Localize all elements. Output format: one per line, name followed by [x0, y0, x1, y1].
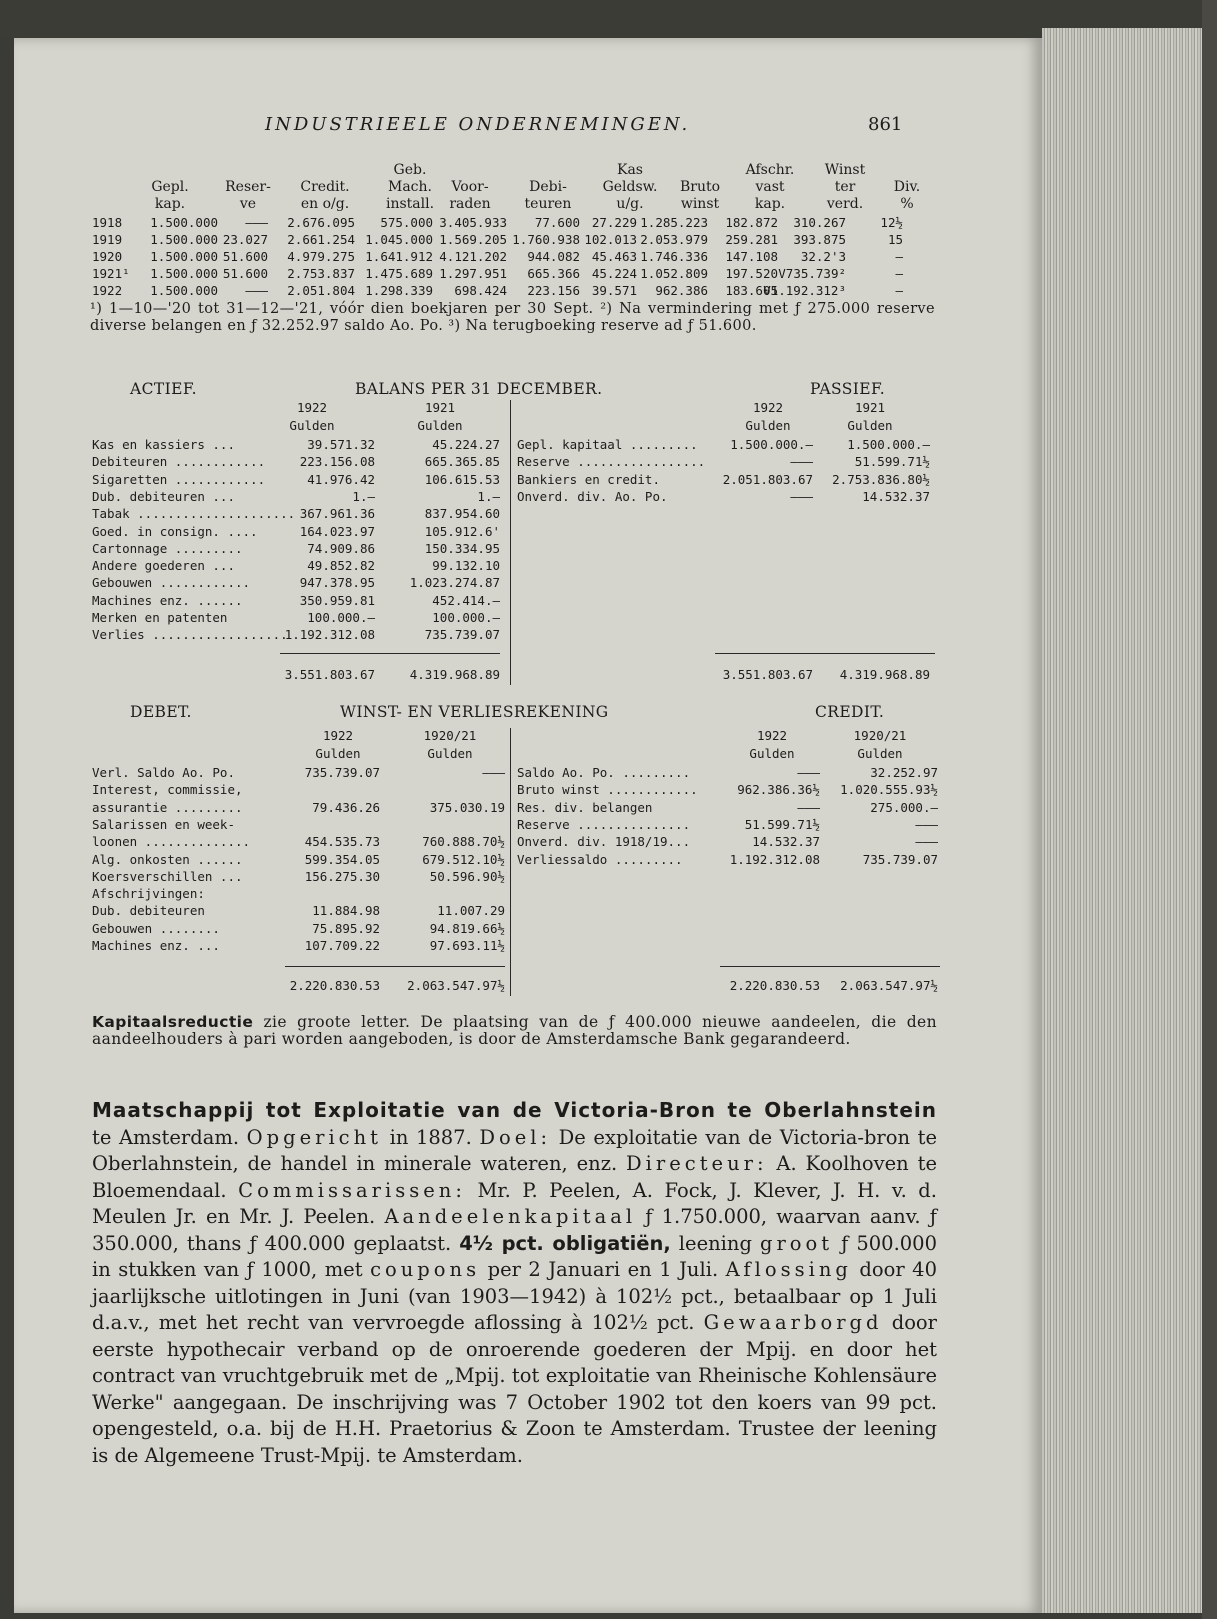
debet-label: Koersverschillen ... — [92, 868, 243, 884]
table-cell: V1.192.312³ — [763, 283, 846, 298]
table-cell: 15 — [887, 232, 903, 247]
table-cell: 182.872 — [725, 215, 778, 230]
text: door 40 jaarlijksche uitlotingen in Juni (van 1903—1942) à 102½ pct., betaalbaar op 1 Juli d.a.v., met het recht van vervroegde aflossing à 102½ pct. — [92, 1258, 937, 1334]
column-header: ve — [239, 196, 257, 212]
passief-1921: 1.500.000.— — [847, 437, 930, 452]
actief-1922: 100.000.— — [307, 610, 375, 625]
actief-1921: 1.— — [477, 488, 500, 504]
table-cell: 1.500.000 — [150, 249, 218, 264]
actief-1922: 39.571.32 — [307, 437, 375, 452]
column-header: raden — [449, 196, 491, 212]
text: Mr. P. Peelen, A. Fock, J. Klever, J. H. v. d. Meulen Jr. en Mr. J. Peelen. — [92, 1178, 937, 1228]
credit-1922: 14.532.37 — [752, 834, 820, 850]
table-cell: 102.013 — [584, 232, 637, 247]
table-cell: 183.605 — [725, 283, 778, 298]
year-header: 1922 — [752, 400, 784, 415]
table-cell: 23.027 — [222, 232, 268, 247]
debet-1920-21: 760.888.70½ — [422, 834, 505, 850]
total-rule — [720, 966, 940, 967]
debet-total-1920-21: 2.063.547.97½ — [407, 978, 505, 993]
debet-label: Machines enz. ... — [92, 938, 220, 953]
column-header: winst — [680, 196, 720, 212]
company-name: Maatschappij tot Exploitatie van de Victoria-Bron te Oberlahnstein — [92, 1098, 937, 1122]
credit-1920-21: 275.000.— — [870, 799, 938, 815]
actief-1921: 106.615.53 — [424, 471, 500, 487]
table-cell: 1.500.000 — [150, 283, 218, 298]
debet-1922: 735.739.07 — [304, 765, 380, 780]
table-cell: 39.571 — [591, 283, 637, 298]
credit-label: Bruto winst ............ — [517, 782, 698, 798]
actief-1921: 100.000.— — [432, 610, 500, 625]
book-cover-edge — [1202, 0, 1217, 1619]
unit-header: Gulden — [417, 418, 463, 433]
column-header: Mach. — [388, 179, 432, 195]
table-cell: 2.661.254 — [287, 232, 355, 247]
passief-label: Bankiers en credit. — [517, 471, 660, 487]
debet-1920-21: 679.512.10½ — [422, 851, 505, 867]
doel-label: Doel: — [479, 1125, 552, 1149]
text: leening — [670, 1231, 760, 1255]
table-cell: 2.753.837 — [287, 266, 355, 281]
column-header: Credit. — [300, 179, 350, 195]
column-header: Geb. — [393, 162, 427, 178]
debet-label: Verl. Saldo Ao. Po. — [92, 765, 235, 780]
credit-label: Reserve ............... — [517, 816, 691, 832]
column-header: Winst — [824, 162, 866, 178]
column-header: u/g. — [616, 196, 644, 212]
passief-total-1921: 4.319.968.89 — [839, 667, 930, 682]
actief-1922: 367.961.36 — [299, 506, 375, 522]
table-cell: 1.500.000 — [150, 266, 218, 281]
actief-label: Kas en kassiers ... — [92, 437, 235, 452]
passief-label: Gepl. kapitaal ......... — [517, 437, 698, 452]
text: te Amsterdam. — [92, 1125, 247, 1149]
actief-label: Verlies .................. — [92, 627, 288, 643]
column-header: Bruto — [679, 179, 721, 195]
debet-1920-21: ——— — [482, 765, 505, 780]
table-cell: 3.405.933 — [439, 215, 507, 230]
debet-1922: 79.436.26 — [312, 799, 380, 815]
debet-label: Dub. debiteuren — [92, 903, 205, 919]
debet-1922: 107.709.22 — [304, 938, 380, 953]
table-cell: — — [895, 283, 903, 298]
text: ƒ 500.000 in stukken van ƒ 1000, met — [92, 1231, 937, 1281]
kapitaalsreductie-note — [92, 1014, 937, 1048]
debet-label: Salarissen en week- — [92, 816, 235, 832]
table-cell: 45.463 — [591, 249, 637, 264]
column-header: Div. — [893, 179, 921, 195]
actief-1921: 150.334.95 — [424, 540, 500, 556]
actief-label: Tabak ..................... — [92, 506, 296, 522]
actief-label: Goed. in consign. .... — [92, 523, 258, 539]
unit-header: Gulden — [749, 746, 795, 761]
credit-label: Res. div. belangen — [517, 799, 653, 815]
table-cell: — — [895, 266, 903, 281]
table-cell: 2.051.804 — [287, 283, 355, 298]
table-cell: ——— — [245, 215, 268, 230]
debet-1920-21: 375.030.19 — [429, 799, 505, 815]
column-header: Reser- — [225, 179, 271, 195]
unit-header: Gulden — [857, 746, 903, 761]
passief-total-1922: 3.551.803.67 — [722, 667, 813, 682]
actief-1922: 41.976.42 — [307, 471, 375, 487]
actief-1921: 735.739.07 — [424, 627, 500, 643]
table-cell: 12½ — [880, 215, 903, 230]
debet-1922: 11.884.98 — [312, 903, 380, 919]
credit-1922: ——— — [797, 799, 820, 815]
actief-total-1922: 3.551.803.67 — [284, 667, 375, 682]
year-header: 1921 — [854, 400, 886, 415]
table-cell: 2.676.095 — [287, 215, 355, 230]
table-cell: 27.229 — [591, 215, 637, 230]
table-cell: 51.600 — [222, 249, 268, 264]
scan-background — [0, 0, 1217, 38]
actief-1921: 665.365.85 — [424, 454, 500, 470]
passief-1921: 2.753.836.80½ — [832, 471, 930, 487]
text: per 2 Januari en 1 Juli. — [480, 1258, 726, 1281]
kapitaalsreductie-text: zie groote letter. De plaatsing van de ƒ 400.000 nieuwe aandeelen, die den aandeelhouders à pari worden aangeboden, is door de Amsterdamsche Bank gegarandeerd. — [92, 1013, 937, 1048]
actief-label: Andere goederen ... — [92, 558, 235, 574]
unit-header: Gulden — [289, 418, 335, 433]
table-cell: 665.366 — [527, 266, 580, 281]
table-cell: — — [895, 249, 903, 264]
groot-label: groot — [759, 1231, 834, 1255]
table-cell: 1.641.912 — [365, 249, 433, 264]
year-header: 1922 — [322, 728, 354, 743]
total-rule — [285, 966, 505, 967]
credit-1922: ——— — [797, 765, 820, 780]
actief-1922: 350.959.81 — [299, 592, 375, 608]
unit-header: Gulden — [745, 418, 791, 433]
table-cell: 223.156 — [527, 283, 580, 298]
actief-1922: 164.023.97 — [299, 523, 375, 539]
column-header: verd. — [826, 196, 864, 212]
table-cell: 310.267 — [793, 215, 846, 230]
debet-label: Interest, commissie, — [92, 782, 243, 798]
unit-header: Gulden — [427, 746, 473, 761]
aflossing-label: Aflossing — [725, 1258, 852, 1281]
passief-1922: ——— — [790, 488, 813, 504]
directeur-label: Directeur: — [626, 1152, 768, 1175]
table-cell: 1.500.000 — [150, 232, 218, 247]
debet-1920-21: 11.007.29 — [437, 903, 505, 919]
opgericht-label: Opgericht — [246, 1125, 382, 1149]
column-header: kap. — [154, 196, 186, 212]
column-header: % — [900, 196, 914, 212]
commissarissen-label: Commissarissen: — [238, 1178, 466, 1202]
debet-label: Afschrijvingen: — [92, 886, 205, 902]
table-cell: 1.285.223 — [640, 215, 708, 230]
table-cell: 4.121.202 — [439, 249, 507, 264]
table-cell: 1.052.809 — [640, 266, 708, 281]
passief-heading: PASSIEF. — [810, 380, 886, 398]
page-edges — [1042, 28, 1202, 1613]
debet-label: Gebouwen ........ — [92, 920, 220, 936]
actief-1921: 837.954.60 — [424, 506, 500, 522]
credit-1922: 51.599.71½ — [744, 816, 820, 832]
column-header: ter — [834, 179, 856, 195]
actief-1921: 452.414.— — [432, 592, 500, 608]
credit-1920-21: 1.020.555.93½ — [840, 782, 938, 798]
debet-label: assurantie ......... — [92, 799, 243, 815]
debet-1922: 454.535.73 — [304, 834, 380, 850]
credit-label: Saldo Ao. Po. ......... — [517, 765, 691, 780]
aandeelenkapitaal-label: Aandeelenkapitaal — [384, 1205, 637, 1228]
actief-label: Machines enz. ...... — [92, 592, 243, 608]
actief-1922: 74.909.86 — [307, 540, 375, 556]
actief-1921: 1.023.274.87 — [409, 575, 500, 591]
table-cell: 1.475.689 — [365, 266, 433, 281]
actief-1921: 99.132.10 — [432, 558, 500, 574]
year-cell: 1919 — [92, 232, 123, 247]
actief-1921: 45.224.27 — [432, 437, 500, 452]
table-cell: 1.760.938 — [512, 232, 580, 247]
credit-1920-21: ——— — [915, 834, 938, 850]
table-cell: 1.500.000 — [150, 215, 218, 230]
column-header: Gepl. — [151, 179, 189, 195]
table-cell: 1.569.205 — [439, 232, 507, 247]
column-header: kap. — [754, 196, 786, 212]
table-cell: 147.108 — [725, 249, 778, 264]
table-cell: 698.424 — [454, 283, 507, 298]
actief-1921: 105.912.6' — [424, 523, 500, 539]
debet-label: Alg. onkosten ...... — [92, 851, 243, 867]
company-description — [92, 1097, 937, 1469]
table-cell: 944.082 — [527, 249, 580, 264]
table-cell: 77.600 — [534, 215, 580, 230]
debet-1920-21: 94.819.66½ — [429, 920, 505, 936]
column-header: Voor- — [451, 179, 489, 195]
actief-heading: ACTIEF. — [130, 380, 197, 398]
column-header: Debi- — [529, 179, 567, 195]
year-cell: 1921¹ — [92, 266, 130, 281]
text: door eerste hypothecair verband op de onroerende goederen der Mpij. en door het contract van vruchtgebruik met de „Mpij. tot exploitatie van Rheinische Kohlensäure Werke" aangegaan. De inschrijving was 7 October 1902 tot den koers van 99 pct. opengesteld, o.a. bij de H.H. Praetorius & Zoon te Amsterdam. Trustee der leening is de Algemeene Trust-Mpij. te Amsterdam. — [92, 1311, 937, 1467]
coupons-label: coupons — [370, 1258, 481, 1281]
actief-label: Merken en patenten — [92, 610, 228, 625]
table-cell: 45.224 — [591, 266, 637, 281]
passief-1922: 1.500.000.— — [730, 437, 813, 452]
credit-1920-21: 32.252.97 — [870, 765, 938, 780]
table-cell: 962.386 — [655, 283, 708, 298]
credit-1922: 962.386.36½ — [737, 782, 820, 798]
passief-label: Onverd. div. Ao. Po. — [517, 488, 668, 504]
passief-label: Reserve ................. — [517, 454, 706, 470]
actief-label: Debiteuren ............ — [92, 454, 266, 470]
passief-1921: 14.532.37 — [862, 488, 930, 504]
actief-total-1921: 4.319.968.89 — [409, 667, 500, 682]
total-rule — [715, 653, 935, 654]
winst-title: WINST- EN VERLIESREKENING — [340, 703, 609, 721]
table-cell: 51.600 — [222, 266, 268, 281]
balans-title: BALANS PER 31 DECEMBER. — [355, 380, 603, 398]
table-cell: 1.045.000 — [365, 232, 433, 247]
column-divider — [510, 400, 511, 685]
debet-1922: 75.895.92 — [312, 920, 380, 936]
column-header: teuren — [524, 196, 572, 212]
actief-label: Cartonnage ......... — [92, 540, 243, 556]
debet-heading: DEBET. — [130, 703, 192, 721]
column-divider — [510, 728, 511, 996]
kapitaalsreductie-label: Kapitaalsreductie — [92, 1013, 254, 1031]
column-header: Afschr. — [745, 162, 795, 178]
text: De exploitatie van de Victoria-bron te Oberlahnstein, de handel in minerale wateren, enz. — [92, 1125, 937, 1175]
actief-1922: 1.— — [352, 488, 375, 504]
passief-1921: 51.599.71½ — [854, 454, 930, 470]
table-cell: 575.000 — [380, 215, 433, 230]
credit-total-1920-21: 2.063.547.97½ — [840, 978, 938, 993]
year-header: 1921 — [424, 400, 456, 415]
unit-header: Gulden — [847, 418, 893, 433]
passief-1922: 2.051.803.67 — [722, 471, 813, 487]
column-header: Geldsw. — [602, 179, 658, 195]
credit-1920-21: 735.739.07 — [862, 851, 938, 867]
passief-1922: ——— — [790, 454, 813, 470]
table-cell: 1.298.339 — [365, 283, 433, 298]
obligatien-label: 4½ pct. obligatiën, — [459, 1231, 671, 1255]
table-cell: 32.2'3 — [800, 249, 846, 264]
column-header: vast — [755, 179, 785, 195]
actief-label: Gebouwen ............ — [92, 575, 251, 591]
gewaarborgd-label: Gewaarborgd — [703, 1311, 883, 1334]
table-cell: 1.746.336 — [640, 249, 708, 264]
text: A. Koolhoven te Bloemendaal. — [92, 1152, 937, 1202]
column-header: en o/g. — [300, 196, 350, 212]
table-cell: 4.979.275 — [287, 249, 355, 264]
credit-1920-21: ——— — [915, 816, 938, 832]
actief-1922: 223.156.08 — [299, 454, 375, 470]
column-header: Kas — [617, 162, 643, 178]
page-number: 861 — [868, 114, 903, 135]
unit-header: Gulden — [315, 746, 361, 761]
table-cell: 2.053.979 — [640, 232, 708, 247]
column-header: install. — [385, 196, 435, 212]
credit-label: Onverd. div. 1918/19... — [517, 834, 691, 850]
actief-1922: 947.378.95 — [299, 575, 375, 591]
table-cell: V735.739² — [778, 266, 846, 281]
year-header: 1922 — [756, 728, 788, 743]
total-rule — [280, 653, 500, 654]
table-cell: ——— — [245, 283, 268, 298]
table-cell: 197.520 — [725, 266, 778, 281]
credit-heading: CREDIT. — [815, 703, 885, 721]
year-header: 1920/21 — [423, 728, 477, 743]
table-cell: 1.297.951 — [439, 266, 507, 281]
debet-1920-21: 50.596.90½ — [429, 868, 505, 884]
table-cell: 259.281 — [725, 232, 778, 247]
actief-1922: 49.852.82 — [307, 558, 375, 574]
table-cell: 393.875 — [793, 232, 846, 247]
credit-label: Verliessaldo ......... — [517, 851, 683, 867]
year-header: 1922 — [296, 400, 328, 415]
credit-1922: 1.192.312.08 — [729, 851, 820, 867]
year-cell: 1922 — [92, 283, 123, 298]
actief-1922: 1.192.312.08 — [284, 627, 375, 643]
debet-label: loonen .............. — [92, 834, 251, 850]
debet-1922: 599.354.05 — [304, 851, 380, 867]
actief-label: Dub. debiteuren ... — [92, 488, 235, 504]
debet-1922: 156.275.30 — [304, 868, 380, 884]
actief-label: Sigaretten ............ — [92, 471, 266, 487]
year-cell: 1920 — [92, 249, 123, 264]
statistics-footnote: ¹) 1—10—'20 tot 31—12—'21, vóór dien boekjaren per 30 Sept. ²) Na vermindering met ƒ 275.000 reserve diverse belangen en ƒ 32.252.97 saldo Ao. Po. ³) Na terugboeking reserve ad ƒ 51.600. — [90, 301, 935, 334]
debet-1920-21: 97.693.11½ — [429, 938, 505, 953]
year-header: 1920/21 — [853, 728, 907, 743]
text: in 1887. — [382, 1125, 480, 1149]
year-cell: 1918 — [92, 215, 123, 230]
running-header: INDUSTRIEELE ONDERNEMINGEN. — [265, 114, 691, 135]
debet-total-1922: 2.220.830.53 — [289, 978, 380, 993]
text: ƒ 1.750.000, waarvan aanv. ƒ 350.000, thans ƒ 400.000 geplaatst. — [92, 1205, 938, 1255]
credit-total-1922: 2.220.830.53 — [729, 978, 820, 993]
